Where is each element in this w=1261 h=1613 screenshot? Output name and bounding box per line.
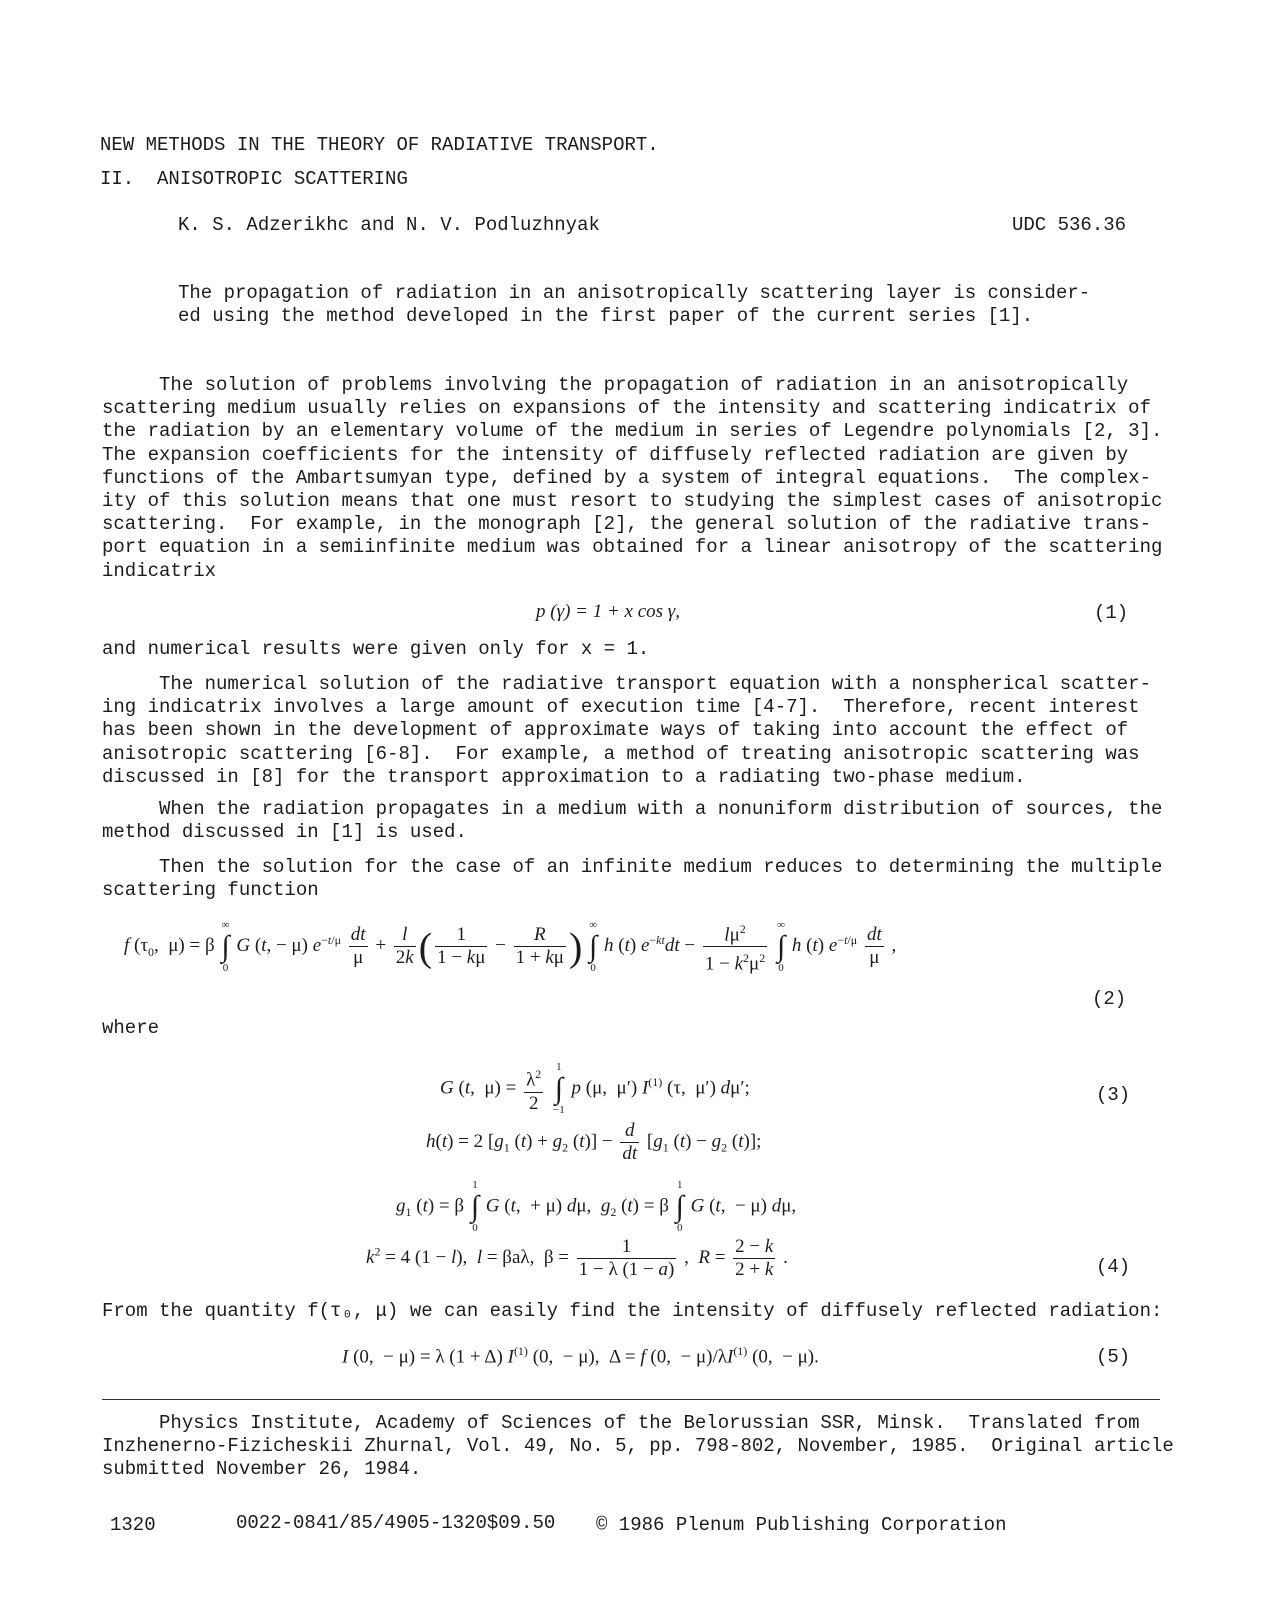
- text-line: scattering medium usually relies on expansions of the intensity and scattering indicatrix of: [102, 397, 1151, 420]
- page-number: 1320: [110, 1514, 156, 1536]
- integral-sign: 1 ∫ 0: [470, 1179, 480, 1234]
- integral-sign: ∞ ∫ 0: [589, 918, 598, 974]
- udc-code: UDC 536.36: [1012, 214, 1127, 236]
- text-line: When the radiation propagates in a medium with a nonuniform distribution of sources, the: [102, 798, 1163, 820]
- after-equation-1: and numerical results were given only for x = 1.: [102, 638, 650, 660]
- equation-4-number: (4): [1096, 1256, 1131, 1278]
- text-line: The solution of problems involving the propagation of radiation in an anisotropically: [102, 374, 1129, 396]
- paragraph-1: [102, 374, 1162, 583]
- text-line: Then the solution for the case of an infinite medium reduces to determining the multiple: [102, 856, 1163, 878]
- paragraph-2: [102, 673, 1151, 789]
- authors: K. S. Adzerikhc and N. V. Podluzhnyak: [178, 214, 600, 236]
- equation-2-number: (2): [1092, 988, 1127, 1010]
- footnote-divider: [102, 1399, 1160, 1400]
- footnote-line: submitted November 26, 1984.: [102, 1458, 422, 1481]
- abstract: [178, 282, 1090, 328]
- integral-sign: ∞ ∫ 0: [776, 918, 786, 974]
- paragraph-4: [102, 856, 1162, 902]
- equation-2: f ($\tau_0$, μ) = β ∞ ∫ 0 G (t, − μ) $e^{-t/\mu}$ $\frac{dt}{\mu}$ + $\frac{l}{2k}$ ( $\frac{1}{1 - k\mu}$ − $\frac{R}{1 + k\mu}$ ) ∞ ∫ 0 h (t) $e^{-kt}dt$ − $\frac{l\mu^2}{1 - k^2\mu^2}$ ∞ ∫ 0 h (t) $e^{-t/\mu}$ $\frac{dt}{\mu}$ ,: [124, 918, 897, 975]
- footnote-line: Inzhenerno-Fizicheskii Zhurnal, Vol. 49, No. 5, pp. 798-802, November, 1985. Original article: [102, 1435, 1174, 1458]
- article-code: 0022-0841/85/4905-1320$09.50: [236, 1512, 556, 1534]
- paragraph-5: From the quantity f(τ₀, μ) we can easily find the intensity of diffusely reflected radiation:: [102, 1300, 1163, 1322]
- text-line: scattering function: [102, 879, 319, 902]
- abstract-line: The propagation of radiation in an anisotropically scattering layer is consider-: [178, 282, 1091, 304]
- equation-4: $k^2 = 4$ (1 − l), l = βaλ, β = $\frac{1}{1 - \lambda (1 - a)}$ , R = $\frac{2 - k}{2 + k}$ .: [366, 1236, 788, 1280]
- footnote: [102, 1412, 1174, 1482]
- paragraph-3: [102, 798, 1162, 844]
- footnote-line: Physics Institute, Academy of Sciences of the Belorussian SSR, Minsk. Translated from: [102, 1412, 1140, 1434]
- text-line: The expansion coefficients for the intensity of diffusely reflected radiation are given by: [102, 443, 1129, 466]
- text-line: the radiation by an elementary volume of the medium in series of Legendre polynomials [2, 3].: [102, 420, 1163, 443]
- equation-h: h(t) = 2 [$g_1$ $(t) + g_2$ (t)] − $\frac{d}{dt}$ [$g_1$ $(t) - g_2$ (t)];: [426, 1120, 762, 1164]
- equation-3: G (t, μ) = $\frac{\lambda^2}{2}$ 1 ∫ −1 p (μ, μ′) $I^{(1)}$ (τ, μ′) dμ′;: [440, 1061, 750, 1116]
- integral-sign: 1 ∫ 0: [675, 1179, 684, 1234]
- equation-3-number: (3): [1096, 1084, 1131, 1106]
- equation-1: p (γ) = 1 + x cos γ,: [536, 601, 681, 622]
- text-line: has been shown in the development of approximate ways of taking into account the effect of: [102, 719, 1129, 742]
- text-line: ing indicatrix involves a large amount of execution time [4-7]. Therefore, recent interest: [102, 696, 1140, 719]
- text-line: method discussed in [1] is used.: [102, 821, 467, 844]
- text-line: port equation in a semiinfinite medium was obtained for a linear anisotropy of the scattering: [102, 536, 1163, 559]
- where-label: where: [102, 1017, 160, 1039]
- text-line: ity of this solution means that one must resort to studying the simplest cases of anisotropic: [102, 490, 1163, 513]
- equation-5-number: (5): [1096, 1346, 1131, 1368]
- equation-5: I (0, − μ) = λ (1 + Δ) $I^{(1)}$ (0, − μ), Δ = f (0, − $\mu)/\lambda I^{(1)}$ (0, − μ).: [342, 1344, 819, 1368]
- integral-sign: 1 ∫ −1: [553, 1061, 565, 1116]
- integral-sign: ∞ ∫ 0: [221, 918, 230, 974]
- equation-g: $g_1$ (t) = β 1 ∫ 0 G (t, + μ) dμ, $g_2$ (t) = β 1 ∫ 0 G (t, − μ) dμ,: [396, 1179, 797, 1234]
- title-line-1: NEW METHODS IN THE THEORY OF RADIATIVE TRANSPORT.: [100, 134, 659, 156]
- text-line: indicatrix: [102, 559, 217, 582]
- text-line: The numerical solution of the radiative transport equation with a nonspherical scatter-: [102, 673, 1151, 695]
- title-line-2: II. ANISOTROPIC SCATTERING: [100, 168, 408, 190]
- copyright: © 1986 Plenum Publishing Corporation: [596, 1514, 1007, 1536]
- equation-1-number: (1): [1094, 602, 1129, 624]
- text-line: discussed in [8] for the transport approximation to a radiating two-phase medium.: [102, 765, 1026, 788]
- abstract-line: ed using the method developed in the first paper of the current series [1].: [178, 305, 1034, 328]
- text-line: anisotropic scattering [6-8]. For example, a method of treating anisotropic scattering was: [102, 742, 1140, 765]
- text-line: functions of the Ambartsumyan type, defined by a system of integral equations. The complex-: [102, 466, 1151, 489]
- text-line: scattering. For example, in the monograph [2], the general solution of the radiative trans-: [102, 513, 1151, 536]
